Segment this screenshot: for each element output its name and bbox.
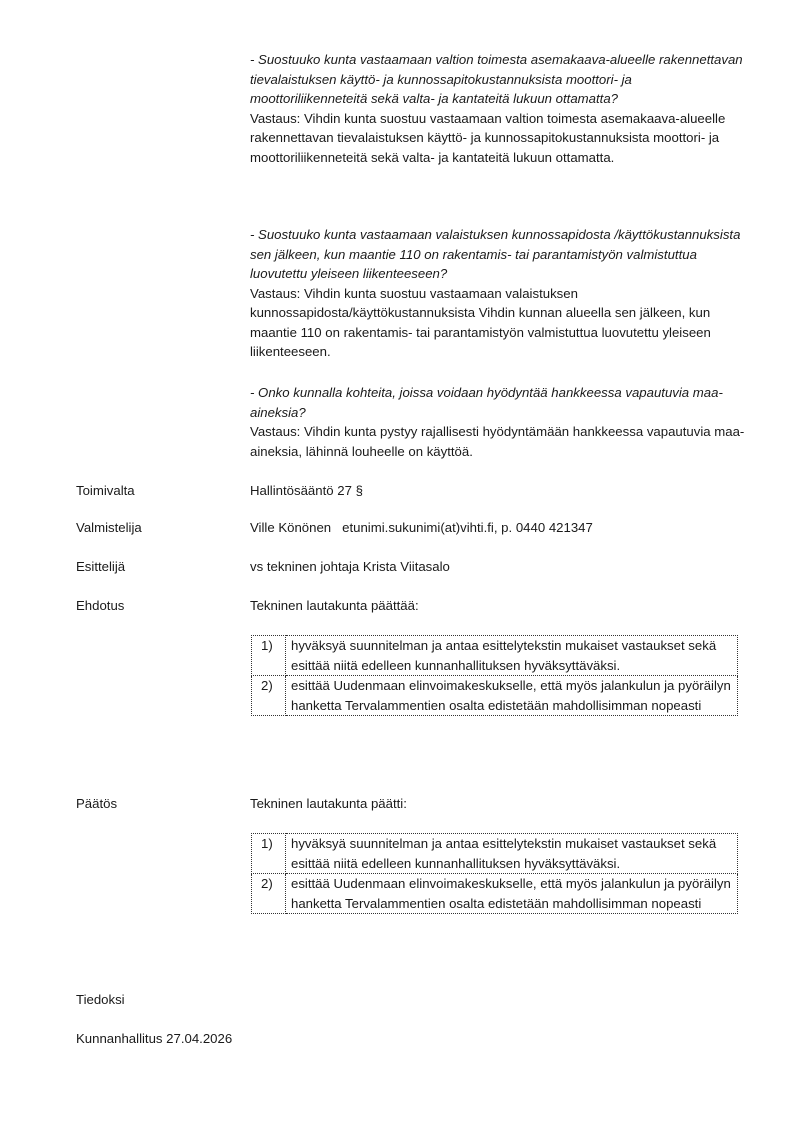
field-value: Hallintösääntö 27 § xyxy=(250,483,363,498)
field-label: Päätös xyxy=(76,796,118,811)
field-value: Ville Könönen etunimi.sukunimi(at)vihti.fi, p. 0440 421347 xyxy=(250,520,593,535)
item-number: 2) xyxy=(252,676,286,716)
field-label: Toimivalta xyxy=(76,483,135,498)
field-value: Tekninen lautakunta päättää: xyxy=(250,598,419,613)
answer-text: Vastaus: Vihdin kunta pystyy rajallisesti hyödyntämään hankkeessa vapautuvia maa-aineksia, lähinnä louheelle on käyttöä. xyxy=(250,424,745,459)
qa-block-1 xyxy=(250,50,745,167)
table-row xyxy=(252,834,738,874)
item-text: hyväksyä suunnitelman ja antaa esittelytekstin mukaiset vastaukset sekä esittää niitä edelleen kunnanhallituksen hyväksyttäväksi. xyxy=(286,636,738,676)
table-row xyxy=(252,636,738,676)
field-value: Tekninen lautakunta päätti: xyxy=(250,796,407,811)
field-value: vs tekninen johtaja Krista Viitasalo xyxy=(250,559,450,574)
qa-block-3 xyxy=(250,383,745,461)
item-text: esittää Uudenmaan elinvoimakeskukselle, että myös jalankulun ja pyöräilyn hanketta Tervalammentien osalta edistetään mahdollisimman nopeasti xyxy=(286,676,738,716)
field-label: Ehdotus xyxy=(76,598,125,613)
item-text: esittää Uudenmaan elinvoimakeskukselle, että myös jalankulun ja pyöräilyn hanketta Tervalammentien osalta edistetään mahdollisimman nopeasti xyxy=(286,874,738,914)
decision-table xyxy=(251,833,738,914)
table-row xyxy=(252,676,738,716)
qa-block-2 xyxy=(250,225,745,362)
field-label: Valmistelija xyxy=(76,520,142,535)
question-text: - Suostuuko kunta vastaamaan valtion toimesta asemakaava-alueelle rakennettavan tievalaistuksen käyttö- ja kunnossapitokustannuksista moottori- ja moottoriliikenneteitä sekä valta- ja kantateitä lukuun ottamatta? xyxy=(250,52,743,106)
question-text: - Onko kunnalla kohteita, joissa voidaan hyödyntää hankkeessa vapautuvia maa-aineksia? xyxy=(250,385,723,420)
field-label: Esittelijä xyxy=(76,559,126,574)
answer-text: Vastaus: Vihdin kunta suostuu vastaamaan valaistuksen kunnossapidosta/käyttökustannuksista Vihdin kunnan alueella sen jälkeen, kun maantie 110 on rakentamis- tai parantamistyön valmistuttua luovutettu yleiseen liikenteeseen. xyxy=(250,285,711,359)
item-text: hyväksyä suunnitelman ja antaa esittelytekstin mukaiset vastaukset sekä esittää niitä edelleen kunnanhallituksen hyväksyttäväksi. xyxy=(286,834,738,874)
question-text: - Suostuuko kunta vastaamaan valaistuksen kunnossapidosta /käyttökustannuksista sen jälkeen, kun maantie 110 on rakentamis- tai parantamistyön valmistuttua luovutettu yleiseen liikenteeseen? xyxy=(250,227,741,281)
item-number: 1) xyxy=(252,834,286,874)
table-row xyxy=(252,874,738,914)
tiedoksi-recipient: Kunnanhallitus 27.04.2026 xyxy=(76,1031,233,1046)
proposal-table xyxy=(251,635,738,716)
item-number: 1) xyxy=(252,636,286,676)
item-number: 2) xyxy=(252,874,286,914)
tiedoksi-heading: Tiedoksi xyxy=(76,992,125,1007)
answer-text: Vastaus: Vihdin kunta suostuu vastaamaan valtion toimesta asemakaava-alueelle rakennettavan tievalaistuksen käyttö- ja kunnossapitokustannuksista moottori- ja moottoriliikenneteitä sekä valta- ja kantateitä lukuun ottamatta. xyxy=(250,110,726,165)
